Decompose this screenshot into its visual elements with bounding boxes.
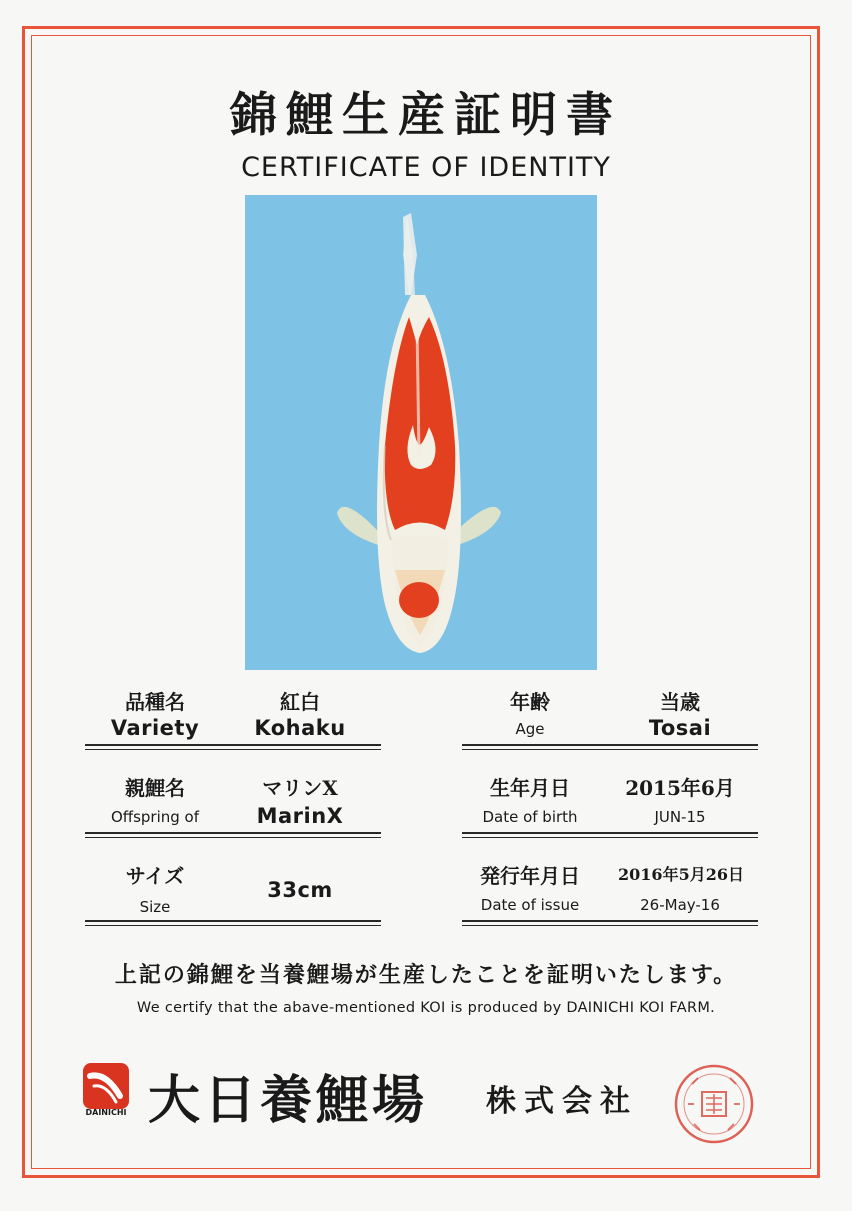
variety-value-en: Kohaku <box>254 716 346 740</box>
issue-value-jp: 2016年5月26日 <box>618 865 744 884</box>
offspring-value-jp: マリンX <box>262 776 338 800</box>
logo-caption: DAINICHI <box>85 1108 127 1117</box>
title-english: CERTIFICATE OF IDENTITY <box>241 152 611 183</box>
size-label-jp: サイズ <box>125 864 185 888</box>
age-label-jp: 年齢 <box>510 690 550 714</box>
variety-rule <box>85 744 381 746</box>
corporation-jp: 株式会社 <box>486 1084 638 1119</box>
offspring-rule-2 <box>85 837 381 838</box>
farm-name-jp: 大日養鯉場 <box>148 1070 429 1131</box>
koi-photo <box>245 195 597 670</box>
issue-rule <box>462 920 758 922</box>
certification-statement-en: We certify that the abave-mentioned KOI is produced by DAINICHI KOI FARM. <box>136 1000 716 1016</box>
birth-label-jp: 生年月日 <box>490 776 570 800</box>
variety-value-jp: 紅白 <box>280 690 320 714</box>
variety-label-jp: 品種名 <box>125 690 185 714</box>
size-rule-2 <box>85 925 381 926</box>
red-company-seal-icon <box>672 1062 756 1146</box>
variety-label-en: Variety <box>110 716 200 740</box>
birth-value-en: JUN-15 <box>654 808 706 826</box>
age-label-en: Age <box>515 720 545 738</box>
birth-rule <box>462 832 758 834</box>
issue-rule-2 <box>462 925 758 926</box>
size-value: 33cm <box>267 878 333 902</box>
size-rule <box>85 920 381 922</box>
age-value-en: Tosai <box>648 716 712 740</box>
age-value-jp: 当歳 <box>660 690 700 714</box>
offspring-value-en: MarinX <box>256 804 344 828</box>
size-label-en: Size <box>139 898 171 916</box>
offspring-rule <box>85 832 381 834</box>
title-japanese: 錦鯉生産証明書 <box>230 88 622 143</box>
offspring-label-jp: 親鯉名 <box>125 776 185 800</box>
age-rule-2 <box>462 749 758 750</box>
offspring-label-en: Offspring of <box>110 808 200 826</box>
birth-rule-2 <box>462 837 758 838</box>
issue-label-jp: 発行年月日 <box>480 864 580 888</box>
variety-rule-2 <box>85 749 381 750</box>
certification-statement-jp: 上記の錦鯉を当養鯉場が生産したことを証明いたします。 <box>114 962 738 988</box>
dainichi-logo-icon <box>82 1062 130 1110</box>
birth-value-jp: 2015年6月 <box>625 776 735 800</box>
issue-label-en: Date of issue <box>480 896 580 914</box>
age-rule <box>462 744 758 746</box>
birth-label-en: Date of birth <box>482 808 578 826</box>
issue-value-en: 26-May-16 <box>640 896 720 914</box>
koi-fish-image <box>245 195 597 670</box>
